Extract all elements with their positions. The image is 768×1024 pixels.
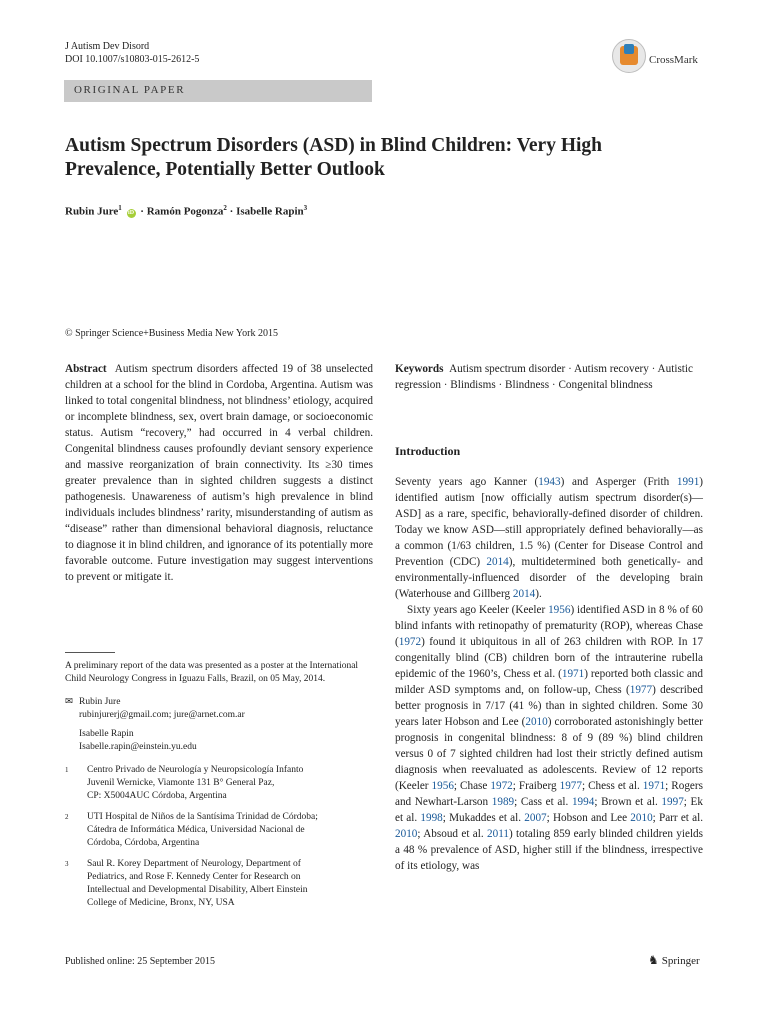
paragraph-text: ), multidetermined both genetically- and environmentally-influenced disorder of the developing brain (Waterhouse and Gillberg [395, 556, 703, 600]
citation-link[interactable]: 1997 [661, 796, 684, 808]
citation-link[interactable]: 2010 [630, 812, 653, 824]
contact-email[interactable]: Isabelle.rapin@einstein.yu.edu [79, 742, 197, 752]
footnote-divider [65, 652, 115, 653]
paragraph-text: ; Chess et al. [581, 780, 643, 792]
paragraph-text: ; Absoud et al. [417, 828, 487, 840]
paragraph-text: ; Hobson and Lee [546, 812, 631, 824]
citation-link[interactable]: 2010 [525, 716, 548, 728]
journal-name: J Autism Dev Disord [65, 41, 150, 52]
author-list: Rubin Jure$^1$ iD · Ramón Pogonza$^2$ · Isabelle Rapin$^3$ [65, 204, 308, 218]
affiliation-line: Centro Privado de Neurología y Neuropsicología Infanto [87, 765, 304, 775]
author-affiliation-sup: 2 [223, 204, 227, 212]
affiliation-line: Intellectual and Developmental Disability, Albert Einstein [87, 885, 308, 895]
introduction-paragraph [395, 602, 703, 874]
journal-header [65, 40, 199, 66]
article-type-badge [64, 80, 372, 102]
citation-link[interactable]: 1971 [561, 668, 585, 680]
paragraph-text: ; Parr et al. [652, 812, 703, 824]
paragraph-text: ; Rogers and Newhart-Larson [395, 780, 703, 808]
keywords-text: Autism spectrum disorder · Autism recovery · Autistic regression · Blindisms · Blindness · Congenital blindness [395, 363, 693, 391]
paragraph-text: Seventy years ago Kanner ( [395, 476, 539, 488]
affiliation-item [65, 764, 370, 803]
footnote-text: A preliminary report of the data was presented as a poster at the International Child Neurology Congress in Iguazu Falls, Brazil, on 05 May, 2014. [65, 661, 359, 684]
keywords-label: Keywords [395, 363, 444, 375]
author-affiliation-sup: 1 [118, 204, 122, 212]
crossmark-icon [612, 39, 646, 73]
citation-link[interactable]: 1994 [571, 796, 595, 808]
affiliation-line: Córdoba, Córdoba, Argentina [87, 838, 200, 848]
abstract-label: Abstract [65, 363, 107, 375]
paragraph-text: ) described better prognosis in 7/17 (41 %) than in sighted children. Some 30 years later Hobson and Lee ( [395, 684, 704, 728]
paragraph-text: ) identified autism [now officially autism spectrum disorder(s)—ASD] as a rare, specific, behaviorally-defined disorder of children. Today we know ASD—still appropriately defined behaviorally—as a common (1/63 children, 1.5 %) (Center for Disease Control and Prevention (CDC) [395, 476, 704, 568]
citation-link[interactable]: 1956 [548, 604, 571, 616]
affiliation-line: UTI Hospital de Niños de la Santísima Trinidad de Córdoba; [87, 812, 318, 822]
citation-link[interactable]: 1989 [491, 796, 515, 808]
citation-link[interactable]: 1972 [398, 636, 422, 648]
crossmark-label: CrossMark [649, 54, 698, 66]
citation-link[interactable]: 2014 [512, 588, 536, 600]
abstract-text: Autism spectrum disorders affected 19 of 38 unselected children at a school for the blind in Cordoba, Argentina. Autism was linked to total congenital blindness, not blindness’ etiology, acquired or incomplete blindness, sex, overt brain damage, or socioeconomic status. Autism “recovery,” had occurred in 4 verbal children. Congenital blindness causes profoundly deviant sensory experience and massive reorganization of brain connectivity. Its ≥30 times greater prevalence than in sighted children suggests a distinct pathogenesis. Unawareness of autism’s high prevalence in blind individuals includes blindness’ rarity, misunderstanding of autism as “disease” rather than dimensional behavioral diagnosis, reluctance to diagnose it in blind children, and ignorance of its potentially more favorable outcome. Future investigation may suggest interventions to prevent or mitigate it. [65, 363, 373, 583]
citation-link[interactable]: 1991 [676, 476, 700, 488]
citation-link[interactable]: 2011 [487, 828, 509, 840]
paragraph-text: ; Mukaddes et al. [442, 812, 525, 824]
paragraph-text: ; Fraiberg [512, 780, 560, 792]
paragraph-text: ) identified ASD in 8 % of 60 blind infants with retinopathy of prematurity (ROP), whereas Chase ( [395, 604, 704, 648]
paragraph-text: ) totaling 859 early blinded children yields a 48 % prevalence of ASD, higher still if the blindness, irrespective of its etiology, was [395, 828, 704, 872]
author-name[interactable]: Rubin Jure [65, 205, 119, 218]
paragraph-text: ) reported both classic and milder ASD symptoms and, on follow-up, Chess ( [395, 668, 703, 696]
citation-link[interactable]: 1943 [538, 476, 561, 488]
introduction-heading: Introduction [395, 444, 461, 458]
affiliation-item [65, 858, 370, 910]
paragraph-text: ; Ek et al. [395, 796, 703, 824]
introduction-paragraph [395, 474, 703, 602]
affiliation-line: Juvenil Wernicke, Viamonte 131 B° General Paz, [87, 778, 275, 788]
paragraph-text: ) found it ubiquitous in all of 263 children with ROP. In 17 congenitally blind (CB) children born of the intrauterine rubella epidemic of the 1960’s, Chess et al. ( [395, 636, 703, 680]
citation-link[interactable]: 1977 [559, 780, 582, 792]
publisher-name: Springer [661, 955, 700, 967]
crossmark-badge[interactable] [612, 39, 712, 79]
published-date: Published online: 25 September 2015 [65, 956, 215, 967]
envelope-icon: ✉ [65, 697, 73, 707]
citation-link[interactable]: 2014 [486, 556, 509, 568]
author-name[interactable]: Ramón Pogonza [146, 205, 224, 218]
springer-horse-icon: ♞ [648, 953, 659, 967]
affiliation-line: Pediatrics, and Rose F. Kennedy Center for Research on [87, 872, 301, 882]
paragraph-text: ). [535, 588, 542, 600]
paragraph-text: ; Cass et al. [514, 796, 572, 808]
affiliation-number: 3 [65, 860, 69, 868]
citation-link[interactable]: 1971 [642, 780, 666, 792]
article-type-label: ORIGINAL PAPER [74, 84, 186, 96]
orcid-icon[interactable]: iD [128, 209, 135, 216]
article-title: Autism Spectrum Disorders (ASD) in Blind Children: Very High Prevalence, Potentially Better Outlook [65, 135, 603, 180]
paragraph-text: ) corroborated astonishingly better prognosis in congenital blindness: 8 of 9 (89 %) blind children versus 0 of 7 sighted children had lost their strictly defined autism diagnosis when reevaluated as adolescents. Review of 12 reports (Keeler [395, 716, 703, 792]
paragraph-text: ; Chase [453, 780, 491, 792]
contact-name: Isabelle Rapin [79, 729, 134, 739]
author-name[interactable]: Isabelle Rapin [236, 205, 304, 218]
paragraph-text: Sixty years ago Keeler (Keeler [407, 604, 549, 616]
affiliation-number: 2 [65, 813, 69, 821]
affiliation-line: College of Medicine, Bronx, NY, USA [87, 898, 235, 908]
affiliation-list [65, 764, 370, 910]
affiliation-line: Saul R. Korey Department of Neurology, Department of [87, 859, 301, 869]
citation-link[interactable]: 1956 [431, 780, 454, 792]
keywords-section [395, 361, 703, 393]
introduction-body [395, 474, 703, 874]
affiliation-number: 1 [65, 766, 69, 774]
contact-name: Rubin Jure [79, 697, 121, 707]
citation-link[interactable]: 1977 [629, 684, 653, 696]
affiliation-line: Cátedra de Informática Médica, Universidad Nacional de [87, 825, 305, 835]
contact-email[interactable]: rubinjurerj@gmail.com; jure@arnet.com.ar [79, 710, 245, 720]
citation-link[interactable]: 2007 [524, 812, 547, 824]
publisher-logo[interactable] [648, 953, 700, 968]
footnote-section [65, 660, 370, 910]
citation-link[interactable]: 1998 [420, 812, 443, 824]
abstract-section [65, 361, 373, 585]
copyright-notice: © Springer Science+Business Media New York 2015 [65, 328, 278, 339]
doi[interactable]: DOI 10.1007/s10803-015-2612-5 [65, 54, 200, 65]
citation-link[interactable]: 1972 [490, 780, 513, 792]
paragraph-text: ; Brown et al. [594, 796, 662, 808]
affiliation-item [65, 811, 370, 850]
citation-link[interactable]: 2010 [395, 828, 418, 840]
affiliation-line: CP: X5004AUC Córdoba, Argentina [87, 791, 227, 801]
contact-block [65, 696, 370, 754]
paragraph-text: ) and Asperger (Frith [560, 476, 677, 488]
author-affiliation-sup: 3 [303, 204, 308, 212]
